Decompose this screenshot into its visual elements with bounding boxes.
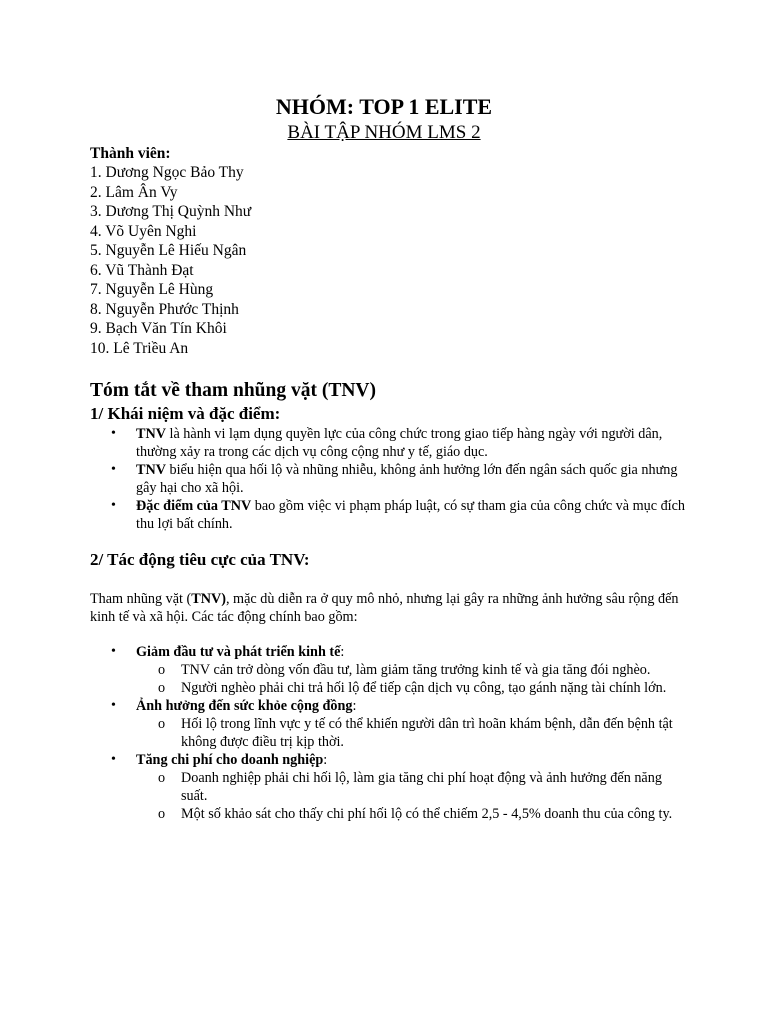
- sub-bullet-icon: o: [158, 770, 166, 786]
- bullet-item: [0, 697, 686, 751]
- bullet-text: bao gồm việc vi phạm pháp luật, có sự tham gia của công chức và mục đích thu lợi bất chính.: [136, 498, 685, 532]
- section1-heading: 1/ Khái niệm và đặc điểm:: [90, 404, 281, 423]
- intro-text-post: , mặc dù diễn ra ở quy mô nhỏ, nhưng lại gây ra những ảnh hưởng sâu rộng đến kinh tế và xã hội. Các tác động chính bao gồm:: [90, 591, 679, 625]
- bullet-suffix: :: [323, 752, 328, 768]
- bullet-icon: •: [111, 752, 116, 767]
- sub-bullet-text: Một số khảo sát cho thấy chi phí hối lộ có thể chiếm 2,5 - 4,5% doanh thu của công ty.: [181, 806, 673, 822]
- member-item: 6. Vũ Thành Đạt: [90, 261, 194, 279]
- member-item: 10. Lê Triều An: [90, 339, 189, 357]
- sub-bullet-list: [136, 715, 686, 751]
- bullet-item: [0, 751, 686, 823]
- sub-bullet-text: Người nghèo phải chi trả hối lộ để tiếp cận dịch vụ công, tạo gánh nặng tài chính lớn.: [181, 680, 667, 696]
- section2-intro: [90, 590, 690, 626]
- bullet-suffix: :: [340, 644, 345, 660]
- bullet-bold-term: Giảm đầu tư và phát triển kinh tế: [136, 644, 341, 660]
- intro-text-bold: TNV): [191, 591, 226, 607]
- sub-bullet-icon: o: [158, 680, 166, 696]
- sub-bullet-text: TNV cản trở dòng vốn đầu tư, làm giảm tăng trưởng kinh tế và gia tăng đói nghèo.: [181, 662, 651, 678]
- sub-bullet-list: [136, 661, 686, 697]
- bullet-icon: •: [111, 462, 116, 477]
- members-list: [90, 163, 251, 358]
- bullet-text: biểu hiện qua hối lộ và nhũng nhiễu, không ảnh hưởng lớn đến ngân sách quốc gia nhưng gây hại cho xã hội.: [136, 462, 678, 496]
- bullet-item: [0, 461, 686, 497]
- sub-bullet-item: [136, 679, 681, 697]
- summary-heading: Tóm tắt về tham nhũng vặt (TNV): [90, 380, 377, 401]
- bullet-item: [0, 497, 686, 533]
- sub-bullet-icon: o: [158, 806, 166, 822]
- member-item: 5. Nguyễn Lê Hiếu Ngân: [90, 242, 247, 259]
- bullet-bold-term: TNV: [136, 462, 166, 478]
- member-item: 4. Võ Uyên Nghi: [90, 222, 197, 240]
- sub-bullet-text: Hối lộ trong lĩnh vực y tế có thể khiến người dân trì hoãn khám bệnh, dẫn đến bệnh tật không được điều trị kịp thời.: [181, 716, 673, 750]
- section1-bullet-list: [0, 425, 686, 533]
- sub-bullet-item: [136, 769, 681, 805]
- intro-text-pre: Tham nhũng vặt (: [90, 591, 192, 607]
- bullet-bold-term: Đặc điểm của TNV: [136, 498, 252, 514]
- bullet-text: là hành vi lạm dụng quyền lực của công chức trong giao tiếp hàng ngày với người dân, thường xảy ra trong các dịch vụ công cộng như y tế, giáo dục.: [136, 426, 663, 460]
- sub-bullet-list: [136, 769, 686, 823]
- bullet-item: [0, 425, 686, 461]
- bullet-item: [0, 643, 686, 697]
- member-item: 1. Dương Ngọc Bảo Thy: [90, 164, 244, 181]
- member-item: 8. Nguyễn Phước Thịnh: [90, 300, 239, 318]
- sub-bullet-icon: o: [158, 716, 166, 732]
- bullet-bold-term: Ảnh hưởng đến sức khỏe cộng đồng: [136, 698, 353, 714]
- section2-heading: 2/ Tác động tiêu cực của TNV:: [90, 550, 310, 569]
- bullet-bold-term: Tăng chi phí cho doanh nghiệp: [136, 752, 324, 768]
- bullet-icon: •: [111, 644, 116, 659]
- bullet-bold-term: TNV: [136, 426, 166, 442]
- sub-bullet-item: [136, 715, 681, 751]
- page-title: NHÓM: TOP 1 ELITE: [275, 94, 493, 119]
- member-item: 7. Nguyễn Lê Hùng: [90, 281, 214, 298]
- bullet-icon: •: [111, 698, 116, 713]
- member-item: 2. Lâm Ân Vy: [90, 183, 178, 201]
- bullet-icon: •: [111, 426, 116, 441]
- sub-bullet-item: [136, 661, 681, 679]
- sub-bullet-text: Doanh nghiệp phải chi hối lộ, làm gia tăng chi phí hoạt động và ảnh hưởng đến năng suất.: [181, 770, 662, 804]
- members-heading: Thành viên:: [90, 145, 171, 162]
- sub-bullet-icon: o: [158, 662, 166, 678]
- member-item: 3. Dương Thị Quỳnh Như: [90, 203, 252, 220]
- sub-bullet-item: [136, 805, 681, 823]
- bullet-icon: •: [111, 498, 116, 513]
- member-item: 9. Bạch Văn Tín Khôi: [90, 320, 227, 337]
- bullet-suffix: :: [352, 698, 357, 714]
- section2-bullet-list: [0, 643, 686, 823]
- page-subtitle: BÀI TẬP NHÓM LMS 2: [287, 122, 481, 143]
